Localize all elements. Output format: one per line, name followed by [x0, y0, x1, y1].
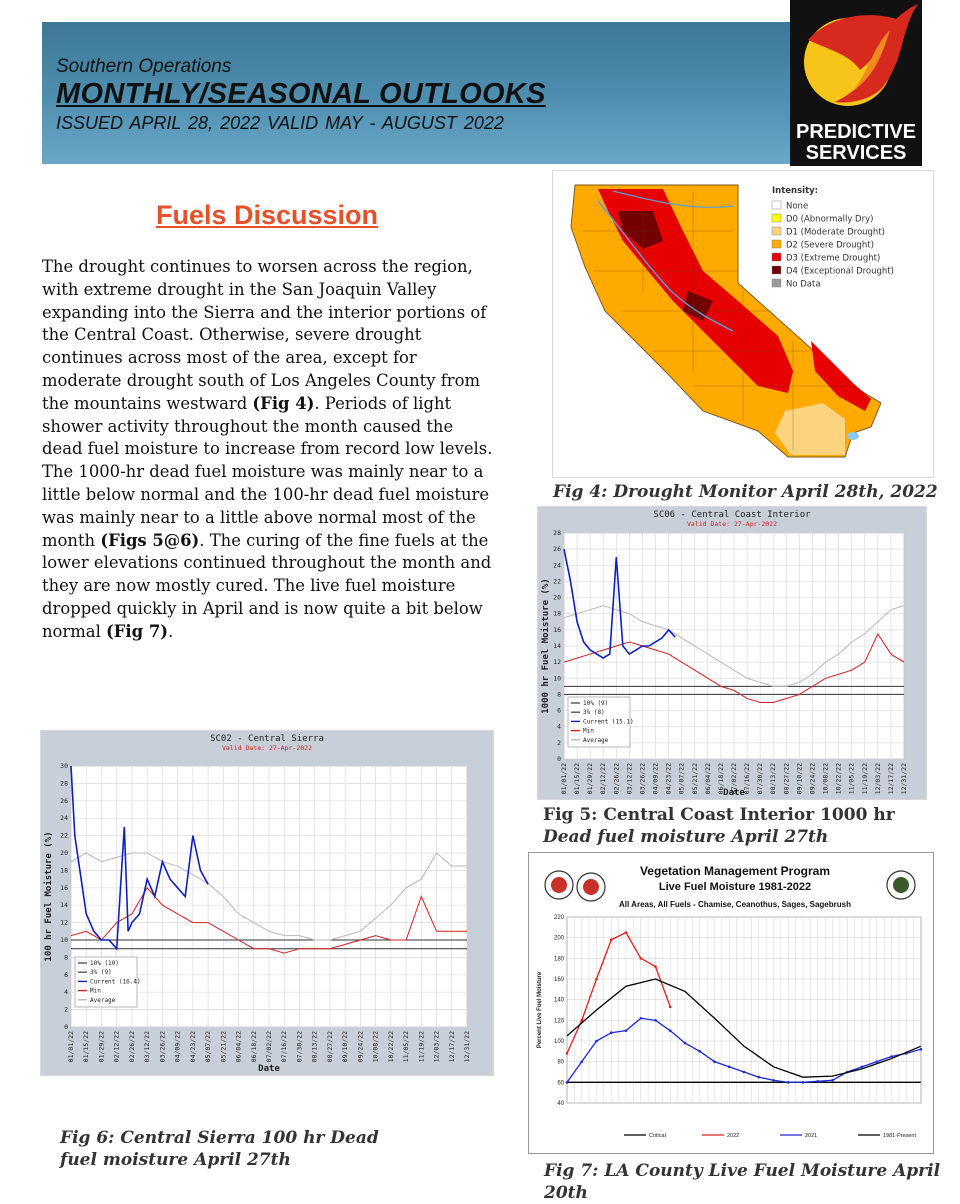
x-tick-label: 08/27/22 [325, 1031, 334, 1063]
series-point [654, 1019, 657, 1022]
y-tick-label: 28 [553, 529, 561, 537]
fig7-chart-frame [528, 852, 934, 1154]
legend-swatch [772, 253, 781, 261]
x-tick-label: 08/27/22 [782, 763, 791, 795]
x-tick-label: 06/18/22 [249, 1031, 258, 1063]
fig6-caption [60, 1127, 420, 1171]
y-tick-label: 0 [64, 1023, 68, 1031]
y-tick-label: 2 [557, 738, 561, 747]
fuels-text-1: The drought continues to worsen across the region, with extreme drought in the San Joaquin Valley expanding into the Sierra and the interior portions of the Central Coast. Otherwise, severe drought continues across most of the area, except for moderate drought south of Los Angeles County from the mountains westward [42, 257, 487, 413]
x-tick-label: 08/13/22 [310, 1031, 319, 1063]
figs56-ref: (Figs 5@6) [100, 530, 200, 550]
x-tick-label: 05/21/22 [690, 763, 699, 795]
x-tick-label: 03/26/22 [158, 1031, 167, 1063]
legend-label: D1 (Moderate Drought) [786, 227, 885, 238]
series-point [669, 1006, 672, 1009]
y-tick-label: 30 [60, 762, 68, 770]
x-tick-label: 07/16/22 [743, 763, 752, 795]
x-tick-label: 12/17/22 [886, 763, 895, 795]
series-point [654, 965, 657, 968]
x-tick-label: 03/12/22 [625, 763, 634, 795]
header-issued: ISSUED APRIL 28, 2022 VALID MAY - AUGUST 2022 [56, 113, 504, 133]
y-tick-label: 140 [553, 997, 564, 1004]
chart-title: SC02 - Central Sierra [210, 734, 324, 744]
map-legend [772, 201, 894, 290]
series-point [861, 1066, 864, 1069]
header-title: MONTHLY/SEASONAL OUTLOOKS [56, 78, 546, 110]
y-tick-label: 4 [557, 722, 561, 731]
legend-swatch [772, 201, 781, 209]
x-axis-label: Date [723, 788, 745, 798]
series-point [625, 931, 628, 934]
series-point [625, 1029, 628, 1032]
x-tick-label: 03/12/22 [143, 1031, 152, 1063]
x-tick-label: 01/01/22 [560, 763, 568, 795]
y-tick-label: 16 [553, 625, 561, 634]
x-tick-label: 10/22/22 [834, 763, 843, 795]
fig4-drought-map [552, 170, 934, 478]
x-tick-label: 12/17/22 [447, 1031, 456, 1063]
legend-label: 3% (8) [583, 709, 605, 717]
y-tick-label: 0 [557, 755, 561, 763]
y-tick-label: 12 [553, 658, 561, 667]
legend-label: None [786, 201, 809, 212]
fuels-heading: Fuels Discussion [155, 200, 379, 230]
y-tick-label: 16 [60, 883, 68, 892]
x-tick-label: 10/22/22 [386, 1031, 395, 1063]
y-tick-label: 14 [553, 642, 561, 650]
y-tick-label: 26 [60, 796, 68, 805]
series-point [816, 1080, 819, 1083]
x-tick-label: 01/29/22 [97, 1031, 106, 1063]
x-tick-label: 12/03/22 [432, 1031, 441, 1063]
fig7-subtitle: Live Fuel Moisture 1981-2022 [658, 881, 812, 893]
series-point [772, 1079, 775, 1082]
x-tick-label: 04/23/22 [664, 763, 673, 795]
x-tick-label: 01/01/22 [67, 1031, 75, 1063]
x-tick-label: 06/04/22 [703, 763, 712, 795]
y-tick-label: 40 [557, 1101, 564, 1107]
legend-label: D2 (Severe Drought) [786, 240, 874, 251]
header-subtitle: Southern Operations [56, 56, 232, 77]
legend-label: D3 (Extreme Drought) [786, 253, 881, 264]
x-tick-label: 11/05/22 [402, 1031, 411, 1063]
y-tick-label: 18 [60, 866, 68, 875]
legend-swatch [772, 227, 781, 235]
series-point [580, 1019, 583, 1022]
series-point [684, 1042, 687, 1045]
y-tick-label: 28 [60, 779, 68, 788]
x-tick-label: 07/30/22 [295, 1031, 304, 1063]
y-tick-label: 2 [64, 1005, 68, 1014]
y-tick-label: 26 [553, 545, 561, 554]
x-tick-label: 05/07/22 [204, 1031, 213, 1063]
x-tick-label: 09/10/22 [341, 1031, 350, 1063]
x-tick-label: 03/26/22 [638, 763, 647, 795]
legend-label: 10% (10) [90, 960, 119, 967]
series-point [890, 1055, 893, 1058]
y-tick-label: 20 [553, 593, 561, 602]
x-tick-label: 04/09/22 [651, 763, 660, 795]
fig7-ref: (Fig 7) [106, 621, 168, 641]
legend-label: D4 (Exceptional Drought) [786, 266, 894, 277]
x-axis-label: Date [258, 1064, 280, 1074]
x-tick-label: 02/26/22 [127, 1031, 136, 1063]
y-axis-label: 1000 hr Fuel Moisture (%) [541, 578, 551, 714]
fig6-chart-frame [40, 730, 494, 1076]
header-banner [42, 22, 790, 164]
y-tick-label: 180 [553, 956, 564, 963]
series-point [566, 1052, 569, 1055]
x-tick-label: 09/24/22 [356, 1031, 365, 1063]
logo-text-predictive: PREDICTIVE [795, 121, 917, 143]
legend-label: Average [90, 996, 116, 1004]
series-point [787, 1081, 790, 1084]
fig6-caption-label: Fig 6 [60, 1128, 109, 1148]
fig7-chart [529, 853, 933, 1153]
y-tick-label: 4 [64, 988, 68, 997]
seal-center-icon [551, 877, 567, 893]
chart-valid-date: Valid Date: 27-Apr-2022 [221, 744, 313, 752]
fig5-caption-italic: Dead fuel moisture April 27th [543, 827, 829, 847]
legend-label: D0 (Abnormally Dry) [786, 214, 874, 225]
series-point [875, 1060, 878, 1063]
y-tick-label: 100 [553, 1039, 564, 1045]
legend-label: No Data [786, 279, 821, 290]
legend-label: 2021 [805, 1133, 818, 1139]
series-point [610, 1031, 613, 1034]
x-tick-label: 01/15/22 [82, 1031, 91, 1063]
x-tick-label: 02/12/22 [599, 763, 608, 795]
x-tick-label: 07/02/22 [265, 1031, 273, 1063]
y-tick-label: 10 [553, 674, 561, 683]
series-point [595, 1040, 598, 1043]
fig5-caption-text: : Central Coast Interior 1000 hr [591, 805, 895, 825]
y-tick-label: 22 [60, 831, 68, 840]
predictive-services-logo [790, 0, 922, 166]
legend-label: 10% (9) [583, 700, 609, 707]
y-tick-label: 20 [60, 849, 68, 857]
series-point [743, 1071, 746, 1074]
legend-swatch [772, 214, 781, 222]
x-tick-label: 07/16/22 [280, 1031, 289, 1063]
legend-title: Intensity: [772, 186, 819, 196]
series-point [831, 1079, 834, 1082]
legend-swatch [772, 279, 781, 287]
fig5-caption-label: Fig 5 [543, 805, 592, 825]
fig5-chart [538, 507, 926, 799]
series-point [566, 1081, 569, 1084]
x-tick-label: 10/08/22 [821, 763, 830, 795]
chart-valid-date: Valid Date: 27-Apr-2022 [686, 520, 778, 528]
fuels-text-3: . The curing of the fine fuels at the lower elevations continued throughout the month and they are now mostly cured. The live fuel moisture dropped quickly in April and is now quite a bit below normal [42, 530, 492, 641]
legend-label: Min [583, 727, 594, 735]
california-map [553, 171, 933, 477]
fig5-caption [543, 804, 943, 848]
x-tick-label: 09/10/22 [795, 763, 804, 795]
y-tick-label: 8 [557, 690, 561, 699]
series-point [728, 1066, 731, 1069]
legend-label: Average [583, 736, 609, 744]
legend-label: Critical [649, 1133, 666, 1139]
series-point [713, 1060, 716, 1063]
x-tick-label: 04/09/22 [173, 1031, 182, 1063]
x-tick-label: 02/26/22 [612, 763, 621, 795]
x-tick-label: 09/24/22 [808, 763, 817, 795]
fuels-body [42, 256, 497, 644]
x-tick-label: 01/15/22 [573, 763, 582, 795]
x-tick-label: 06/04/22 [234, 1031, 243, 1063]
fig4-ref: (Fig 4) [252, 393, 315, 413]
y-tick-label: 14 [60, 901, 68, 910]
y-tick-label: 24 [60, 814, 68, 823]
fig7-note: All Areas, All Fuels - Chamise, Ceanothus, Sages, Sagebrush [619, 900, 851, 909]
y-tick-label: 160 [553, 977, 564, 983]
fig5-chart-frame [537, 506, 927, 800]
series-point [595, 978, 598, 981]
legend-label: 2022 [727, 1133, 740, 1139]
x-tick-label: 11/05/22 [847, 763, 856, 795]
legend-swatch [772, 266, 781, 274]
y-tick-label: 80 [557, 1059, 564, 1066]
x-tick-label: 02/12/22 [112, 1031, 121, 1063]
chart-legend [75, 957, 141, 1007]
x-tick-label: 05/07/22 [677, 763, 686, 795]
x-tick-label: 12/31/22 [463, 1031, 471, 1063]
x-tick-label: 10/08/22 [371, 1031, 380, 1063]
logo-text-services: SERVICES [805, 142, 907, 164]
fig6-chart [41, 731, 493, 1075]
y-tick-label: 22 [553, 577, 561, 586]
series-point [802, 1081, 805, 1084]
y-tick-label: 18 [553, 609, 561, 618]
y-axis-label: 100 hr Fuel Moisture (%) [44, 831, 54, 962]
x-tick-label: 04/23/22 [188, 1031, 197, 1063]
seal-center-icon [583, 879, 599, 895]
series-point [757, 1076, 760, 1079]
legend-label: 3% (9) [90, 969, 112, 977]
fig7-caption: Fig 7: LA County Live Fuel Moisture April 20th [544, 1161, 941, 1203]
series-point [669, 1029, 672, 1032]
series-point [580, 1060, 583, 1063]
y-tick-label: 24 [553, 561, 561, 570]
y-axis-label: Percent Live Fuel Moisture [537, 971, 543, 1049]
y-tick-label: 220 [553, 915, 564, 921]
fuels-text-4: . [167, 621, 174, 641]
fig4-caption: Fig 4: Drought Monitor April 28th, 2022 [553, 482, 938, 502]
y-tick-label: 6 [64, 970, 68, 979]
x-tick-label: 11/19/22 [417, 1031, 426, 1063]
series-point [610, 938, 613, 941]
series-point [920, 1048, 923, 1051]
x-tick-label: 07/02/22 [730, 763, 738, 795]
fig6-caption-text: : Central Sierra 100 hr Dead fuel moisture April 27th [60, 1128, 379, 1170]
y-tick-label: 200 [553, 935, 564, 942]
y-tick-label: 60 [557, 1080, 564, 1087]
chart-title: SC06 - Central Coast Interior [653, 510, 811, 520]
x-tick-label: 12/31/22 [900, 763, 908, 795]
series-point [639, 957, 642, 960]
series-point [698, 1050, 701, 1053]
x-tick-label: 08/13/22 [769, 763, 778, 795]
x-tick-label: 11/19/22 [860, 763, 869, 795]
y-tick-label: 120 [553, 1018, 564, 1025]
seal-center-icon [893, 877, 909, 893]
x-tick-label: 01/29/22 [586, 763, 595, 795]
series-point [639, 1017, 642, 1020]
legend-label: Current (16.4) [90, 978, 141, 986]
legend-label: Current (15.1) [583, 718, 634, 726]
legend-swatch [772, 240, 781, 248]
y-tick-label: 8 [64, 953, 68, 962]
legend-label: 1981-Present [883, 1133, 917, 1139]
x-tick-label: 12/03/22 [873, 763, 882, 795]
chart-legend [568, 697, 634, 747]
y-tick-label: 6 [557, 706, 561, 715]
fig7-title: Vegetation Management Program [639, 864, 831, 878]
y-tick-label: 12 [60, 918, 68, 927]
x-tick-label: 06/18/22 [716, 763, 725, 795]
y-tick-label: 10 [60, 936, 68, 944]
flame-icon [790, 0, 922, 120]
x-tick-label: 07/30/22 [756, 763, 765, 795]
fuels-text-2: . Periods of light shower activity throughout the month caused the dead fuel moisture to increase from record low levels. The 1000-hr dead fuel moisture was mainly near to a little below normal and the 100-hr dead fuel moisture was mainly near to a little above normal most of the month [42, 393, 493, 550]
x-tick-label: 05/21/22 [219, 1031, 228, 1063]
legend-label: Min [90, 987, 101, 995]
